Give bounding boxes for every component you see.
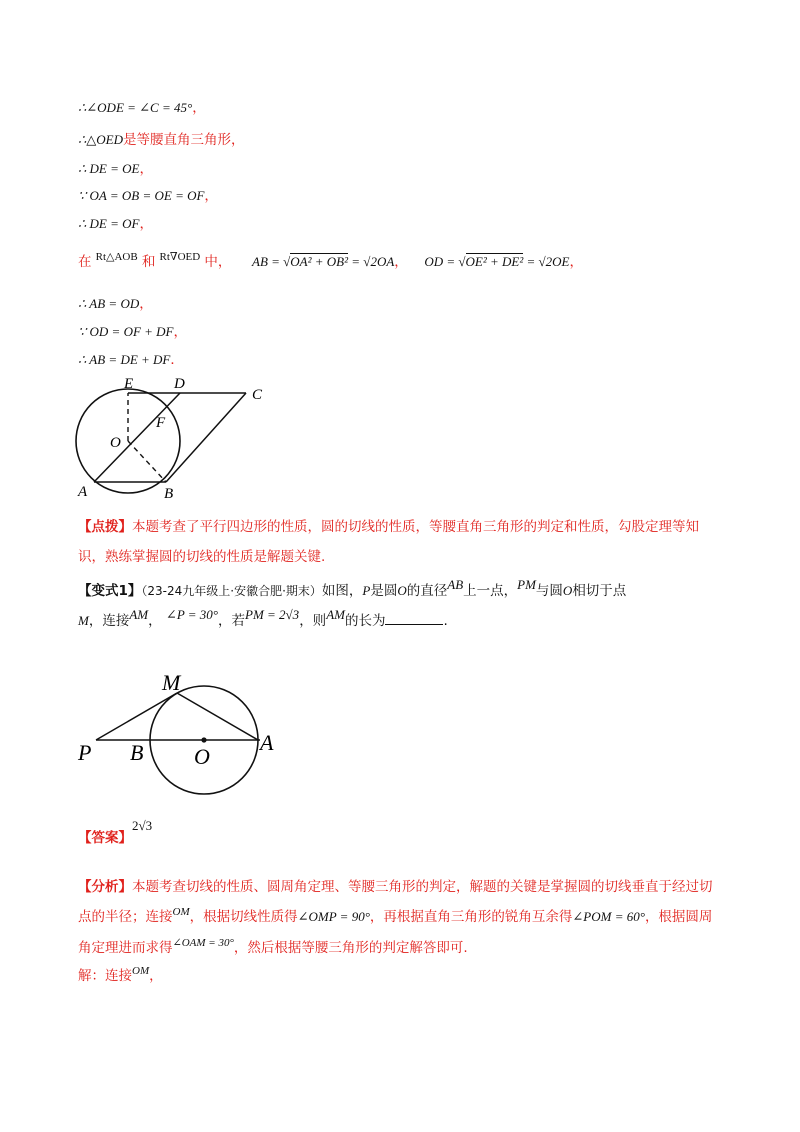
proof-step-3: ∴ DE = OE， <box>78 161 153 177</box>
formula: ∴ AB = DE + DF <box>78 352 171 367</box>
dianbo-tag: 【点拨】 <box>78 519 132 535</box>
label-O: O <box>110 435 121 451</box>
formula: ∴∠ODE = ∠C = 45° <box>78 100 193 115</box>
solution-start: 解：连接$^{OM}$， <box>78 965 163 984</box>
label-M: M <box>162 670 181 695</box>
answer-tag: 【答案】 <box>78 830 132 846</box>
answer-value: 2√3 <box>132 818 153 833</box>
formula-ab: AB = √OA² + OB² = √2OA <box>252 254 395 269</box>
formula: ∵ OA = OB = OE = OF <box>78 188 205 203</box>
formula: △OED <box>86 132 123 147</box>
proof-step-7: ∵ OD = OF + DF， <box>78 324 188 340</box>
formula-od: OD = √OE² + DE² = √2OE <box>424 254 570 269</box>
label-F: F <box>156 415 166 431</box>
label-A: A <box>260 730 274 755</box>
formula: ∵ OD = OF + DF <box>78 324 174 339</box>
variant-question: 【变式1】（23-24九年级上·安徽合肥·期末）如图，P是圆O的直径AB上一点，PM与圆O相切于点 M，连接AM， ∠P = 30°，若PM = 2√3，则AM的长为 . <box>78 577 627 629</box>
formula: ∴ DE = OF <box>78 216 140 231</box>
pythagoras-line: 在 $^{Rt\triangle AOB}$ 和 $^{Rt\nabla OED}$ 中， AB = √OA² + OB² = √2OA， OD = √OE² + DE² = √2OE， <box>78 251 583 270</box>
analysis-paragraph: 【分析】本题考查切线的性质、圆周角定理、等腰三角形的判定，解题的关键是掌握圆的切线垂直于经过切点的半径；连接$^{OM}$，根据切线性质得∠OMP = 90°，再根据直角三角形的锐角互余得∠POM = 60°，根据圆周角定理进而求得$^{\angle OAM = 30^\circ}$，然后根据等腰三角形的判定解答即可. <box>78 879 713 956</box>
label-D: D <box>174 376 185 392</box>
formula: ∴ DE = OE <box>78 161 140 176</box>
proof-step-2: ∴△OED是等腰直角三角形， <box>78 132 245 148</box>
variant-tag: 【变式1】 <box>78 583 142 599</box>
label-A: A <box>78 484 88 500</box>
label-C: C <box>252 387 263 403</box>
proof-step-6: ∴ AB = OD， <box>78 296 153 312</box>
proof-step-1: ∴∠ODE = ∠C = 45°， <box>78 100 206 116</box>
label-O: O <box>194 744 210 769</box>
proof-step-8: ∴ AB = DE + DF． <box>78 352 184 368</box>
label-P: P <box>78 740 92 765</box>
answer-line <box>78 818 153 846</box>
label-B: B <box>164 486 174 502</box>
proof-step-5: ∴ DE = OF， <box>78 216 153 232</box>
dianbo-paragraph: 【点拨】本题考查了平行四边形的性质，圆的切线的性质，等腰直角三角形的判定和性质，勾股定理等知识，熟练掌握圆的切线的性质是解题关键. <box>78 519 699 565</box>
geometry-figure-tangent-circle <box>70 664 280 804</box>
proof-step-4: ∵ OA = OB = OE = OF， <box>78 188 218 204</box>
formula: ∴ AB = OD <box>78 296 140 311</box>
geometry-figure-parallelogram-circle <box>70 372 280 502</box>
label-B: B <box>130 740 144 765</box>
label-E: E <box>124 376 134 392</box>
answer-blank <box>385 612 443 625</box>
analysis-tag: 【分析】 <box>78 879 132 895</box>
